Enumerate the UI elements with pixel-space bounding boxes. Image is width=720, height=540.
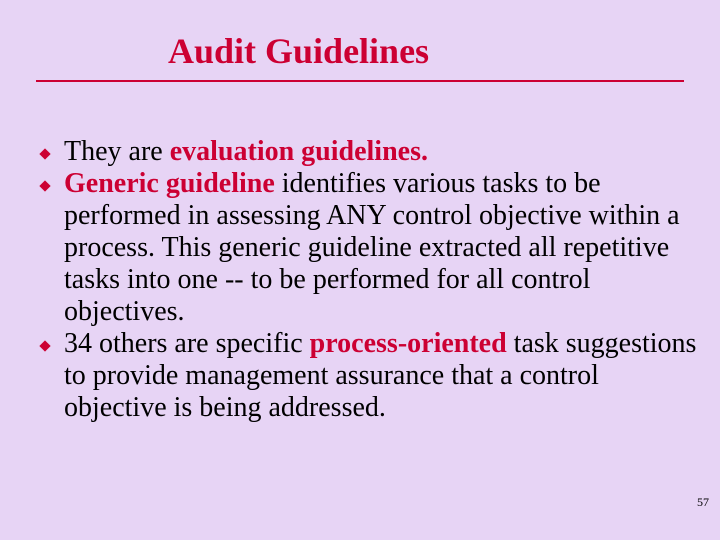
bullet-highlight: process-oriented	[309, 328, 507, 359]
slide-title: Audit Guidelines	[168, 31, 430, 71]
bullet-highlight: Generic guideline	[64, 168, 275, 199]
bullet-text: They are	[64, 136, 170, 167]
page-number: 57	[697, 495, 709, 509]
title-underline	[36, 80, 684, 82]
diamond-bullet-icon	[39, 180, 50, 191]
bullet-list	[40, 136, 700, 424]
bullet-item	[40, 136, 700, 168]
bullet-highlight: evaluation guidelines.	[169, 136, 428, 167]
bullet-text: identifies various tasks to be performed in assessing ANY control objective within a process. This generic guideline extracted all repetitive tasks into one -- to be performed for all control objectives.	[64, 168, 680, 327]
bullet-text: 34 others are specific	[64, 328, 310, 359]
bullet-item	[40, 168, 700, 328]
bullet-item	[40, 328, 700, 424]
bullet-text: task suggestions to provide management assurance that a control objective is being addressed.	[64, 328, 697, 423]
diamond-bullet-icon	[39, 340, 50, 351]
diamond-bullet-icon	[39, 148, 50, 159]
